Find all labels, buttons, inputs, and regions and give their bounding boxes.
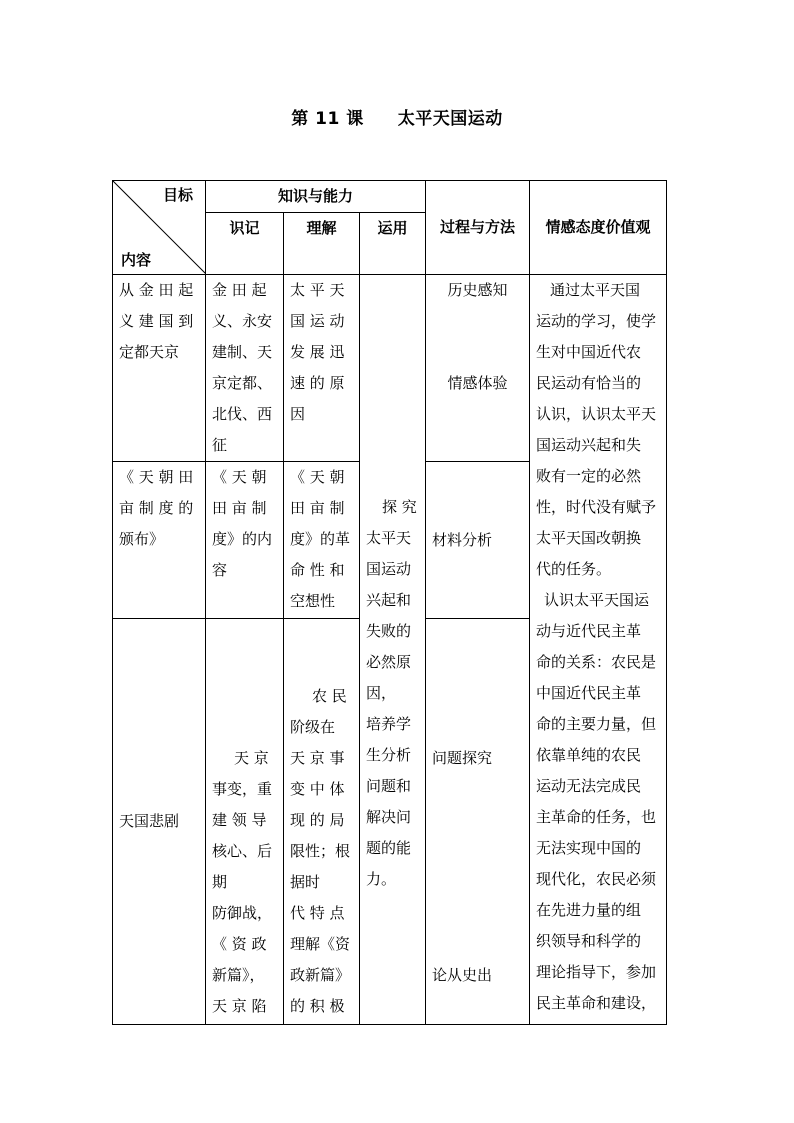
- apply-cell: 探 究 太平天 国运动 兴起和 失败的 必然原 因， 培养学 生分析 问题和 解决问 题的能 力。: [360, 275, 426, 1025]
- page-title: [0, 104, 794, 129]
- process-emotion: 情感体验: [447, 374, 508, 392]
- row3-memorize: 天 京 事变，重 建 领 导 核心、后 期 防御战， 《 资 政 新篇》， 天 京 陷: [206, 619, 284, 1025]
- row2-content: 《 天 朝 田 亩 制 度 的 颁布》: [113, 462, 206, 619]
- process-evidence: 论从史出: [432, 966, 493, 984]
- row1-content: 从 金 田 起 义 建 国 到 定都天京: [113, 275, 206, 462]
- process-cell-1: [426, 275, 530, 462]
- emotion-cell: 通过太平天国 运动的学习，使学 生对中国近代农 民运动有恰当的 认识，认识太平天 国运动兴起和失 败有一定的必然 性，时代没有赋予 太平天国改朝换 代的任务。 认识太平天国运 动与近代民主革 命的关系：农民是 中国近代民主革 命的主要力量，但 依靠单纯的农民 运动无法完成民 主革命的任务，也 无法实现中国的 现代化，农民必须 在先进力量的组 织领导和科学的 理论指导下，参加 民主革命和建设，: [530, 275, 667, 1025]
- row2-memorize: 《 天 朝 田 亩 制 度》的内 容: [206, 462, 284, 619]
- header-content: 内容: [121, 251, 152, 269]
- row1-memorize: 金 田 起 义、永安 建制、天 京定都、 北伐、西 征: [206, 275, 284, 462]
- header-knowledge: 知识与能力: [206, 181, 426, 213]
- header-emotion: 情感态度价值观: [530, 181, 667, 275]
- row2-understand: 《 天 朝 田 亩 制 度》的革 命 性 和 空想性: [284, 462, 360, 619]
- lesson-objectives-table: [112, 180, 667, 1025]
- header-memorize: 识记: [206, 213, 284, 275]
- diagonal-header-cell: [113, 181, 206, 275]
- header-process: 过程与方法: [426, 181, 530, 275]
- header-apply: 运用: [360, 213, 426, 275]
- row1-understand: 太 平 天 国 运 动 发 展 迅 速 的 原 因: [284, 275, 360, 462]
- lesson-number: 第 11 课: [291, 109, 364, 129]
- process-inquiry: 问题探究: [432, 749, 493, 767]
- process-history: 历史感知: [447, 281, 508, 299]
- row3-content: 天国悲剧: [113, 619, 206, 1025]
- row3-understand: 农 民 阶级在 天 京 事 变 中 体 现 的 局 限性；根 据时 代 特 点 理解《资 政新篇》 的 积 极: [284, 619, 360, 1025]
- process-material: 材料分析: [426, 462, 530, 619]
- lesson-name: 太平天国运动: [397, 109, 503, 129]
- process-cell-3: [426, 619, 530, 1025]
- header-understand: 理解: [284, 213, 360, 275]
- header-goal: 目标: [162, 186, 193, 204]
